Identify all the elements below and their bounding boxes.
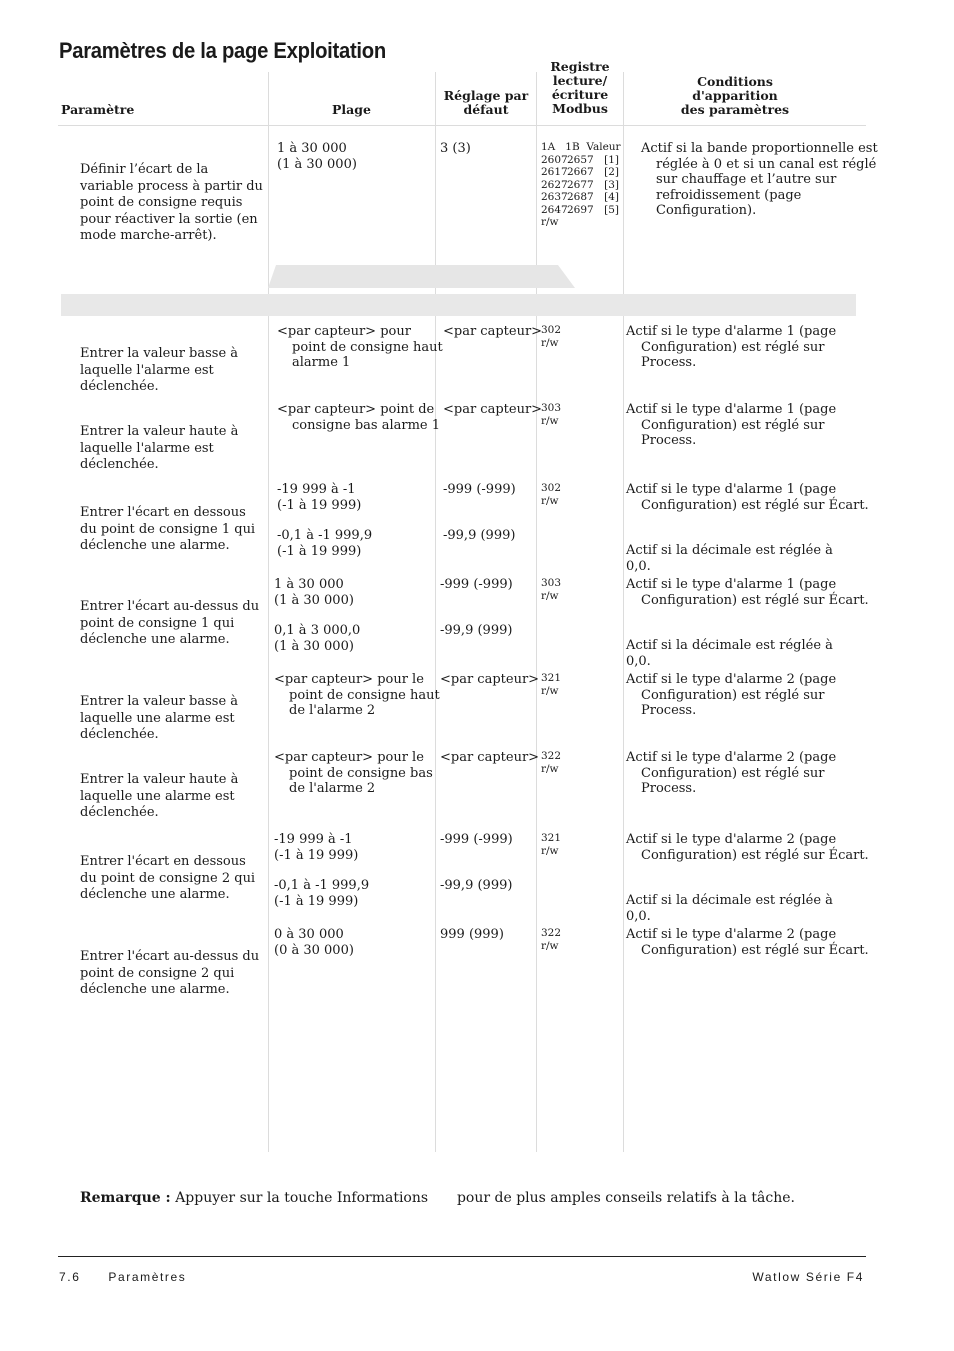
register-cell: 2657 <box>567 153 594 166</box>
modbus-register: 303 <box>541 402 562 414</box>
param-range: <par capteur> point de consigne bas alarme 1 <box>277 402 441 433</box>
param-range-a1: -19 999 à -1 <box>274 832 353 847</box>
param-default: <par capteur> <box>440 672 540 687</box>
modbus-register: 321 <box>541 672 562 684</box>
modbus-register: 302 <box>541 324 562 336</box>
section-tab-shape <box>268 265 575 288</box>
param-default: 3 (3) <box>440 141 471 156</box>
register-row <box>541 166 619 179</box>
register-cell: 2617 <box>541 166 568 178</box>
footer-right: Watlow Série F4 <box>752 1270 864 1284</box>
param-condition: Actif si le type d'alarme 2 (page Configuration) est réglé sur Écart. <box>626 832 869 863</box>
register-rw: r/w <box>541 940 559 952</box>
col-header-plage: Plage <box>332 102 371 117</box>
register-cell: [4] <box>604 191 619 203</box>
column-divider <box>536 72 537 1152</box>
param-range: <par capteur> pour le point de consigne haut de l'alarme 2 <box>274 672 440 718</box>
page-number: 7.6 <box>59 1270 81 1284</box>
param-range <box>277 141 357 172</box>
param-default-b: -99,9 (999) <box>440 878 513 893</box>
section-name: Paramètres <box>108 1270 187 1284</box>
param-range-b1: -0,1 à -1 999,9 <box>274 878 370 893</box>
col-header-reglage-l2: défaut <box>463 102 509 117</box>
note-label: Remarque : <box>80 1190 171 1206</box>
col-header-registre-l1: Registre <box>550 59 610 74</box>
section-band <box>61 294 856 316</box>
modbus-register: 303 <box>541 577 562 589</box>
column-divider <box>435 72 436 1152</box>
param-range: <par capteur> pour point de consigne haut alarme 1 <box>277 324 443 370</box>
register-cell: [3] <box>604 178 619 191</box>
param-range-a1: -19 999 à -1 <box>277 482 356 497</box>
param-range-a1: 1 à 30 000 <box>274 577 344 592</box>
register-rw: r/w <box>541 685 559 697</box>
param-default-b: -99,9 (999) <box>440 623 513 638</box>
param-condition: Actif si la bande proportionnelle est réglée à 0 et si un canal est réglé sur chauffage et l’autre sur refroidissement (page Configuration). <box>641 141 878 218</box>
param-default-b: -99,9 (999) <box>443 528 516 543</box>
param-description: Entrer la valeur haute à laquelle l'alarme est déclenchée. <box>80 424 239 472</box>
header-rule <box>58 125 866 126</box>
param-condition-2: Actif si la décimale est réglée à 0,0. <box>626 543 833 574</box>
param-default-a: -999 (-999) <box>440 832 513 847</box>
modbus-register: 322 <box>541 927 562 939</box>
register-rw: r/w <box>541 337 559 349</box>
col-header-registre-l2: lecture/ <box>552 73 608 88</box>
param-description: Entrer l'écart au-dessus du point de consigne 1 qui déclenche une alarme. <box>80 599 260 647</box>
register-cell: 2697 <box>567 203 594 216</box>
register-cell: 2627 <box>541 178 568 191</box>
param-range-b2: (-1 à 19 999) <box>277 544 362 559</box>
register-cell: 2687 <box>567 191 594 203</box>
register-cell: 2647 <box>541 203 568 216</box>
register-rw: r/w <box>541 590 559 602</box>
col-header-parametre: Paramètre <box>61 102 135 117</box>
register-cell: 2677 <box>567 178 594 191</box>
param-description: Entrer la valeur haute à laquelle une alarme est déclenchée. <box>80 772 239 820</box>
param-description: Entrer l'écart en dessous du point de consigne 1 qui déclenche une alarme. <box>80 505 256 553</box>
column-divider <box>623 72 624 1152</box>
param-default: <par capteur> <box>440 750 540 765</box>
col-header-conditions-l3: des paramètres <box>680 102 790 117</box>
param-range-b2: (-1 à 19 999) <box>274 894 359 909</box>
range-line: 1 à 30 000 <box>277 141 347 156</box>
note <box>80 1190 795 1206</box>
param-description: Entrer la valeur basse à laquelle une alarme est déclenchée. <box>80 694 239 742</box>
param-range-a2: (1 à 30 000) <box>274 593 354 608</box>
register-row <box>541 204 619 217</box>
col-header-registre-l4: Modbus <box>552 101 608 116</box>
note-text-a: Appuyer sur la touche Informations <box>175 1190 429 1206</box>
register-row <box>541 179 619 192</box>
modbus-register-table <box>541 141 619 229</box>
col-header-conditions <box>624 75 846 117</box>
col-header-registre-l3: écriture <box>551 87 609 102</box>
footer-left <box>59 1270 186 1284</box>
param-range-b1: 0,1 à 3 000,0 <box>274 623 361 638</box>
param-range-a2: (-1 à 19 999) <box>277 498 362 513</box>
register-cell: 2637 <box>541 191 568 203</box>
register-cell: [2] <box>604 166 619 178</box>
register-cell: [1] <box>604 153 619 166</box>
modbus-register: 302 <box>541 482 562 494</box>
param-condition: Actif si le type d'alarme 1 (page Configuration) est réglé sur Écart. <box>626 577 869 608</box>
param-condition: Actif si le type d'alarme 2 (page Configuration) est réglé sur Process. <box>626 750 837 796</box>
register-rw: r/w <box>541 415 559 427</box>
param-range-a1: 0 à 30 000 <box>274 927 344 942</box>
param-range: <par capteur> pour le point de consigne bas de l'alarme 2 <box>274 750 433 796</box>
register-header: 1A 1B Valeur <box>541 141 621 153</box>
col-header-reglage-l1: Réglage par <box>443 88 529 103</box>
param-range-b1: -0,1 à -1 999,9 <box>277 528 373 543</box>
register-rw: r/w <box>541 216 559 228</box>
param-default: <par capteur> <box>443 402 543 417</box>
param-description: Entrer l'écart au-dessus du point de consigne 2 qui déclenche une alarme. <box>80 949 260 997</box>
range-line: (1 à 30 000) <box>277 156 357 172</box>
param-condition-2: Actif si la décimale est réglée à 0,0. <box>626 638 833 669</box>
register-row <box>541 191 619 204</box>
param-description: Définir l’écart de la variable process à partir du point de consigne requis pour réactiver la sortie (en mode marche-arrêt). <box>80 162 263 243</box>
param-description: Entrer la valeur basse à laquelle l'alarme est déclenchée. <box>80 346 239 394</box>
param-range-b2: (1 à 30 000) <box>274 639 354 654</box>
register-cell: [5] <box>604 203 619 216</box>
footer-rule <box>58 1256 866 1257</box>
note-text-b: pour de plus amples conseils relatifs à la tâche. <box>456 1190 795 1206</box>
param-range-a2: (-1 à 19 999) <box>274 848 359 863</box>
param-condition: Actif si le type d'alarme 1 (page Configuration) est réglé sur Écart. <box>626 482 869 513</box>
param-default-a: -999 (-999) <box>440 577 513 592</box>
param-condition: Actif si le type d'alarme 2 (page Configuration) est réglé sur Écart. <box>626 927 869 958</box>
param-description: Entrer l'écart en dessous du point de consigne 2 qui déclenche une alarme. <box>80 854 256 902</box>
param-default-a: 999 (999) <box>440 927 504 942</box>
param-condition-2: Actif si la décimale est réglée à 0,0. <box>626 893 833 924</box>
register-row <box>541 154 619 167</box>
param-condition: Actif si le type d'alarme 1 (page Configuration) est réglé sur Process. <box>626 402 837 448</box>
col-header-conditions-l1: Conditions <box>697 74 773 89</box>
modbus-register: 322 <box>541 750 562 762</box>
modbus-register: 321 <box>541 832 562 844</box>
col-header-reglage <box>436 89 536 117</box>
register-cell: 2667 <box>567 166 594 178</box>
col-header-registre <box>537 60 623 116</box>
register-rw: r/w <box>541 763 559 775</box>
col-header-conditions-l2: d'apparition <box>692 88 778 103</box>
param-default: <par capteur> <box>443 324 543 339</box>
param-default-a: -999 (-999) <box>443 482 516 497</box>
register-rw: r/w <box>541 495 559 507</box>
register-rw: r/w <box>541 845 559 857</box>
register-cell: 2607 <box>541 153 568 166</box>
page-title: Paramètres de la page Exploitation <box>59 38 386 63</box>
param-range-a2: (0 à 30 000) <box>274 943 354 958</box>
param-condition: Actif si le type d'alarme 1 (page Configuration) est réglé sur Process. <box>626 324 837 370</box>
column-divider <box>268 72 269 1152</box>
param-condition: Actif si le type d'alarme 2 (page Configuration) est réglé sur Process. <box>626 672 837 718</box>
